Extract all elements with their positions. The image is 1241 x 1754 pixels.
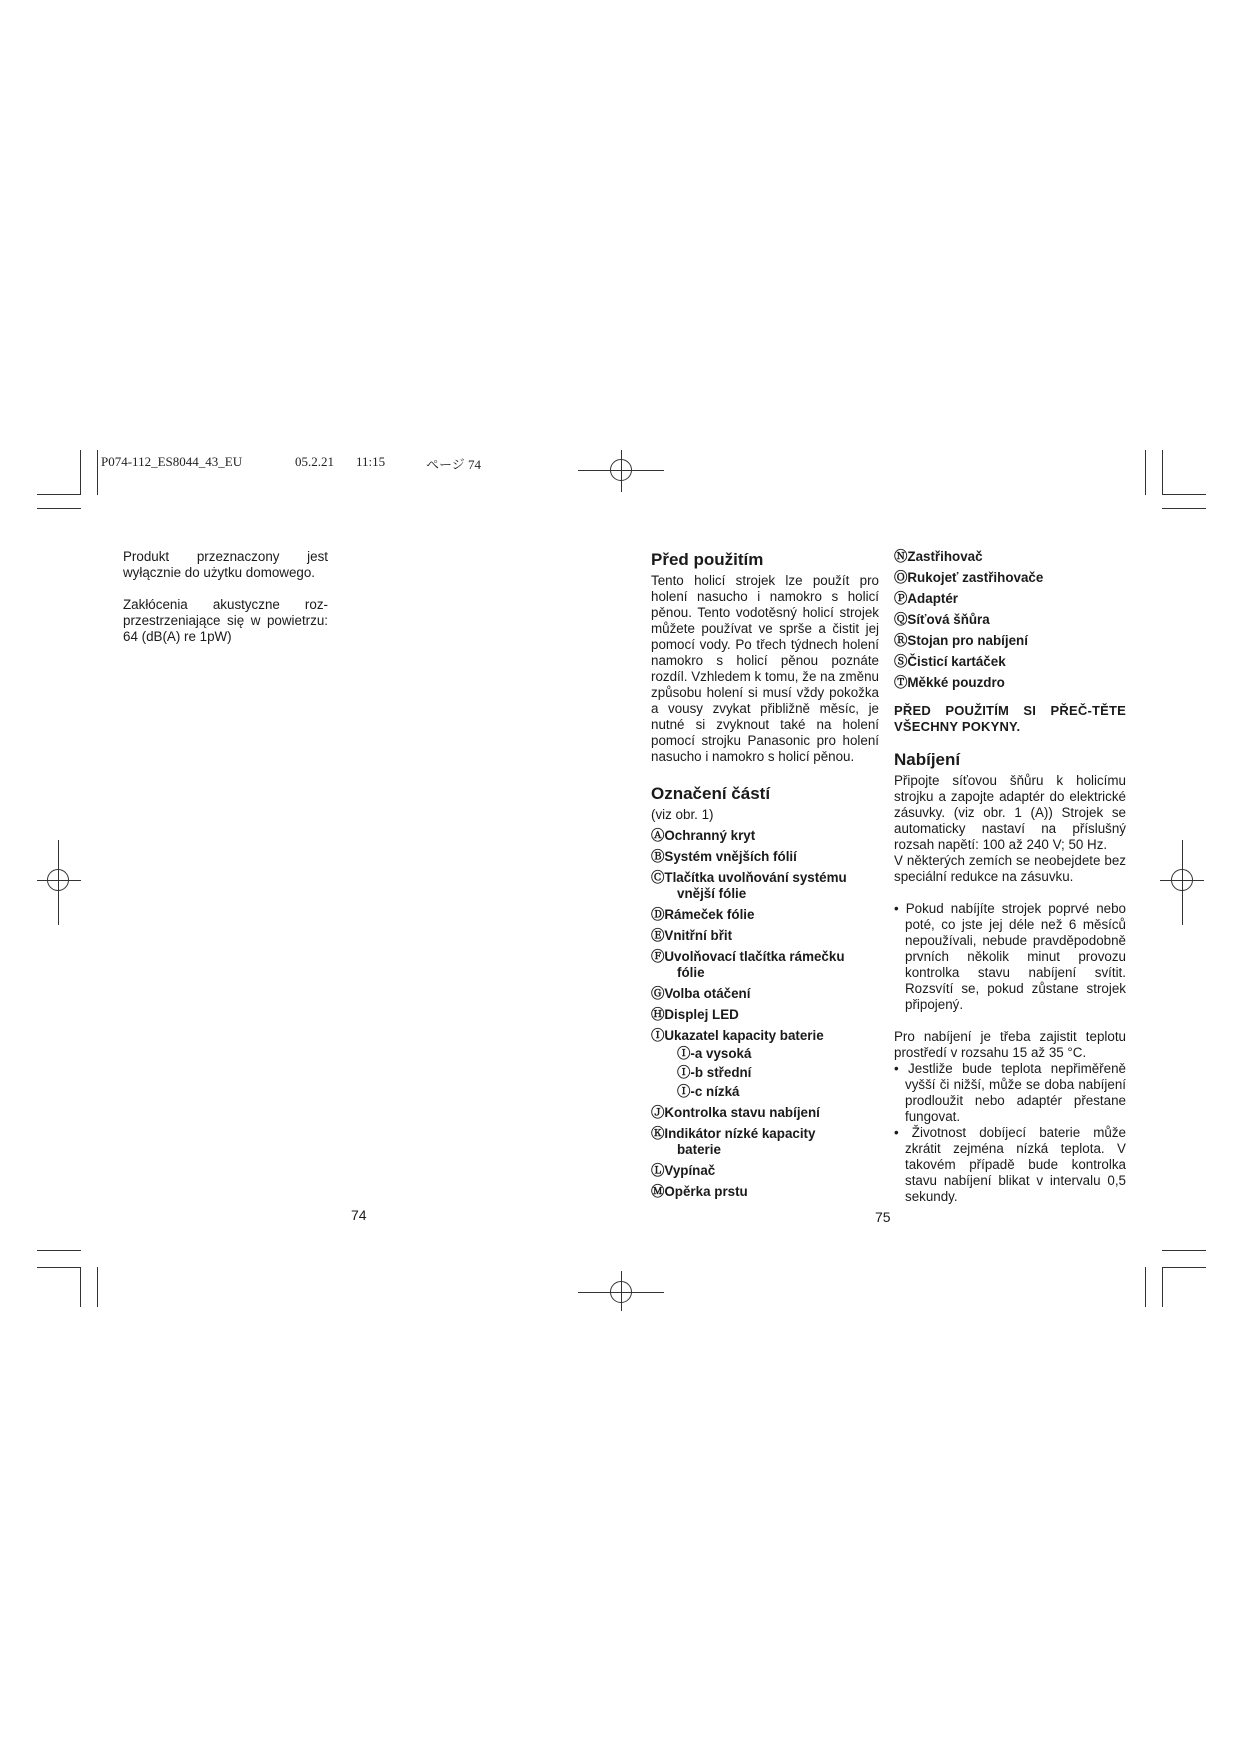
registration-circle [47,869,69,891]
part-label: Rukojeť zastřihovače [907,570,1044,585]
part-letter: Ⓖ [651,986,665,1001]
part-letter: Ⓘ [677,1046,691,1061]
part-letter: Ⓘ [677,1084,691,1099]
part-item [651,1007,879,1023]
part-label: Indikátor nízké kapacity [664,1126,816,1141]
charging-bullet-3: • Životnost dobíjecí baterie může zkrátit zejména nízká teplota. V takovém případě bude kontrolka stavu nabíjení blikat v intervalu 0,5 sekundy. [894,1125,1126,1204]
part-label-continued: fólie [677,965,705,980]
crop-mark [80,450,81,495]
charging-bullet-1: • Pokud nabíjíte strojek poprvé nebo poté, co jste jej déle než 6 měsíců nepoužívali, nebude pravděpodobně prvních několik minut provozu kontrolka stavu nabíjení svítit. Rozsvítí se, pokud zůstane strojek připojený. [894,901,1126,1012]
registration-circle [610,459,632,481]
crop-mark [1162,1267,1163,1307]
household-use-note: Produkt przeznaczony jest wyłącznie do użytku domowego. [123,549,328,580]
part-item [894,612,1126,628]
parts-figure-ref: (viz obr. 1) [651,807,714,822]
part-label: Vnitřní břit [664,928,733,943]
part-subitem [651,1065,879,1081]
read-instructions-warning: PŘED POUŽITÍM SI PŘEČ-TĚTE VŠECHNY POKYNY. [894,703,1126,734]
section-heading-parts: Označení částí [651,784,771,803]
part-letter: Ⓑ [651,849,665,864]
registration-circle [610,1281,632,1303]
part-label: Adaptér [907,591,958,606]
part-item [651,870,879,902]
part-item [651,1105,879,1121]
part-item [651,1028,879,1044]
right-page-column-1 [651,549,879,1205]
part-label: Čisticí kartáček [907,654,1006,669]
part-item [651,949,879,981]
crop-mark [1162,1267,1206,1268]
part-label: Displej LED [664,1007,739,1022]
charging-text-1: Připojte síťovou šňůru k holicímu strojku a zapojte adaptér do elektrické zásuvky. (viz obr. 1 (A)) Strojek se automaticky nastaví na příslušný rozsah napětí: 100 až 240 V; 50 Hz. [894,773,1126,852]
part-item [651,928,879,944]
part-letter: Ⓐ [651,828,665,843]
before-use-text: Tento holicí strojek lze použít pro holení nasucho i namokro s holicí pěnou. Tento vodotěsný holicí strojek můžete používat ve sprše a čistit jej pomocí vody. Po třech týdnech holení namokro s holicí pěnou poznáte rozdíl. Vzhledem k tomu, že na změnu způsobu holení si musí vždy pokožka a vousy zvykat přibližně měsíc, je nutné si zvyknout také na holení pomocí strojku Panasonic pro holení nasucho i namokro s holicí pěnou. [651,573,879,764]
registration-circle [1171,869,1193,891]
crop-mark [97,1267,98,1307]
part-letter: Ⓙ [651,1105,665,1120]
part-label: Systém vnějších fólií [664,849,797,864]
slug-file: P074-112_ES8044_43_EU [101,454,243,469]
part-item [651,986,879,1002]
part-item [894,591,1126,607]
part-label: Ukazatel kapacity baterie [664,1028,824,1043]
part-label: Stojan pro nabíjení [907,633,1028,648]
crop-mark [1162,494,1206,495]
part-item [651,1184,879,1200]
part-letter: Ⓕ [651,949,665,964]
crop-mark [37,1267,81,1268]
part-label: Opěrka prstu [664,1184,748,1199]
part-label-continued: baterie [677,1142,721,1157]
part-letter: Ⓒ [651,870,665,885]
part-letter: Ⓛ [651,1163,665,1178]
part-label: Volba otáčení [664,986,751,1001]
part-letter: Ⓔ [651,928,665,943]
part-item [651,907,879,923]
page-number-right: 75 [875,1209,891,1225]
part-letter: Ⓟ [894,591,908,606]
part-letter: Ⓜ [651,1184,665,1199]
part-letter: Ⓞ [894,570,908,585]
part-letter: Ⓝ [894,549,908,564]
part-label: -a vysoká [690,1046,752,1061]
part-label: Tlačítka uvolňování systému [664,870,847,885]
part-item [651,1163,879,1179]
part-letter: Ⓚ [651,1126,665,1141]
crop-mark [1162,450,1163,495]
charging-text-3: Pro nabíjení je třeba zajistit teplotu prostředí v rozsahu 15 až 35 °C. [894,1029,1126,1060]
part-item [894,570,1126,586]
part-item [651,1126,879,1158]
part-letter: Ⓓ [651,907,665,922]
crop-mark [37,1250,81,1251]
slug-time: 11:15 [356,454,386,469]
crop-mark [80,1267,81,1307]
part-letter: Ⓠ [894,612,908,627]
part-label: Měkké pouzdro [907,675,1005,690]
left-page-column [123,549,328,645]
crop-mark [1162,508,1206,509]
part-letter: Ⓡ [894,633,908,648]
crop-mark [1145,450,1146,495]
crop-mark [97,450,98,495]
part-subitem [651,1084,879,1100]
part-letter: Ⓘ [677,1065,691,1080]
part-label: Síťová šňůra [907,612,990,627]
part-label: Vypínač [664,1163,716,1178]
part-item [651,849,879,865]
part-letter: Ⓘ [651,1028,665,1043]
part-subitem [651,1046,879,1062]
part-label: -b střední [690,1065,752,1080]
part-label: Uvolňovací tlačítka rámečku [664,949,845,964]
right-page-column-2 [894,549,1126,1205]
crop-mark [37,494,81,495]
section-heading-charging: Nabíjení [894,750,961,769]
part-item [894,675,1126,691]
part-item [894,633,1126,649]
part-label: Zastřihovač [907,549,983,564]
crop-mark [1145,1267,1146,1307]
section-heading-before-use: Před použitím [651,550,764,569]
crop-mark [37,508,81,509]
part-label: Kontrolka stavu nabíjení [664,1105,820,1120]
part-label-continued: vnější fólie [677,886,747,901]
part-item [894,654,1126,670]
noise-emission-note: Zakłócenia akustyczne roz-przestrzeniające się w powietrzu: 64 (dB(A) re 1pW) [123,597,328,644]
part-label: Rámeček fólie [664,907,755,922]
part-label: -c nízká [690,1084,740,1099]
part-letter: Ⓣ [894,675,908,690]
part-item [651,828,879,844]
part-label: Ochranný kryt [664,828,756,843]
part-letter: Ⓗ [651,1007,665,1022]
charging-text-2: V některých zemích se neobejdete bez speciální redukce na zásuvku. [894,853,1126,884]
slug-date: 05.2.21 [295,454,334,469]
part-item [894,549,1126,565]
crop-mark [1162,1250,1206,1251]
slug-page: ページ 74 [426,457,481,472]
charging-bullet-2: • Jestliže bude teplota nepřiměřeně vyšší či nižší, může se doba nabíjení prodloužit nebo adaptér přestane fungovat. [894,1061,1126,1124]
part-letter: Ⓢ [894,654,908,669]
page-number-left: 74 [351,1207,367,1223]
